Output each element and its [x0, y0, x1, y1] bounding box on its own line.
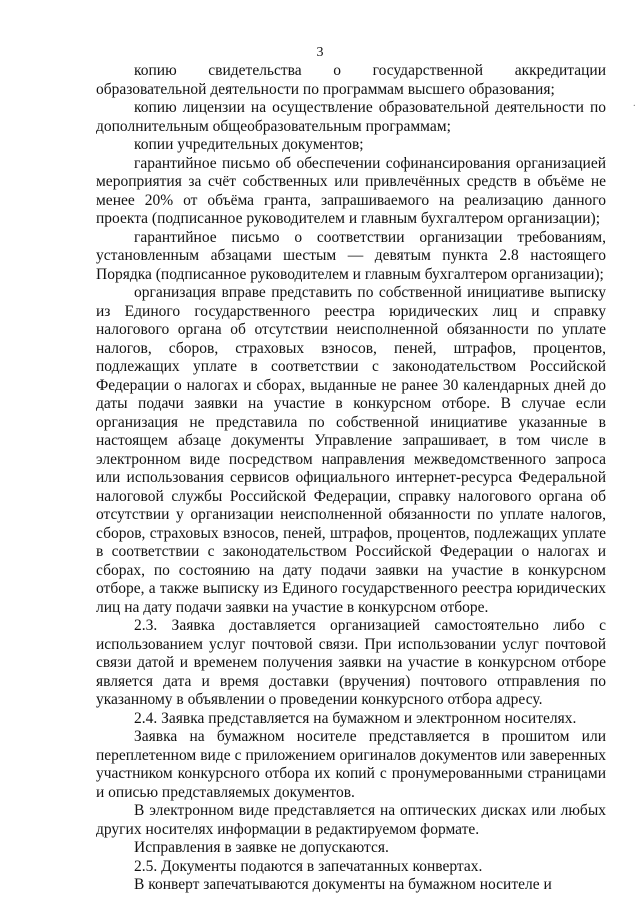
- paragraph-no-corrections: Исправления в заявке не допускаются.: [134, 839, 389, 856]
- paragraph-section-2-4: 2.4. Заявка представляется на бумажном и электронном носителях.: [134, 709, 577, 727]
- paragraph-compliance-letter: гарантийное письмо о соответствии организации требованиям, установленным абзацами шестым — девятым пункта 2.8 настоящего Порядка (подписанное руководителем и главным бухгалтером организации);: [96, 228, 606, 283]
- paragraph-cofinancing-letter: гарантийное письмо об обеспечении софинансирования организацией мероприятия за счёт собственных или привлечённых средств в объёме не менее 20% от объёма гранта, запрашиваемого на реализацию данного проекта (подписанное руководителем и главным бухгалтером организации);: [96, 154, 606, 227]
- page-number: 3: [316, 45, 324, 60]
- document-body: [96, 62, 606, 895]
- paragraph-envelope-contents: В конверт запечатываются документы на бумажном носителе и: [134, 876, 552, 893]
- paragraph-section-2-5: 2.5. Документы подаются в запечатанных конвертах.: [134, 857, 483, 875]
- paragraph-paper-application: Заявка на бумажном носителе представляется в прошитом или переплетенном виде с приложением оригиналов документов или заверенных участником конкурсного отбора их копий с пронумерованными страницами и описью представляемых документов.: [96, 728, 606, 801]
- paragraph-electronic-application: В электронном виде представляется на оптических дисках или любых других носителях информации в редактируемом формате.: [96, 802, 606, 838]
- paragraph-founding-documents: копии учредительных документов;: [134, 136, 364, 153]
- paragraph-license-copy: копию лицензии на осуществление образовательной деятельности по дополнительным общеобразовательным программам;: [96, 99, 606, 135]
- paragraph-accreditation-copy: копию свидетельства о государственной аккредитации образовательной деятельности по программам высшего образования;: [96, 62, 606, 98]
- paragraph-tax-certificate: организация вправе представить по собственной инициативе выписку из Единого государственного реестра юридических лиц и справку налогового органа об отсутствии неисполненной обязанности по уплате налогов, сборов, страховых взносов, пеней, штрафов, процентов, подлежащих уплате в соответствии с законодательством Российской Федерации о налогах и сборах, выданные не ранее 30 календарных дней до даты подачи заявки на участие в конкурсном отборе. В случае если организация не представила по собственной инициативе указанные в настоящем абзаце документы Управление запрашивает, в том числе в электронном виде посредством направления межведомственного запроса или использования сервисов официального интернет-ресурса Федеральной налоговой службы Российской Федерации, справку налогового органа об отсутствии у организации неисполненной обязанности по уплате налогов, сборов, страховых взносов, пеней, штрафов, процентов, подлежащих уплате в соответствии с законодательством Российской Федерации о налогах и сборах, по состоянию на дату подачи заявки на участие в конкурсном отборе, а также выписку из Единого государственного реестра юридических лиц на дату подачи заявки на участие в конкурсном отборе.: [96, 284, 606, 616]
- paragraph-section-2-3: 2.3. Заявка доставляется организацией самостоятельно либо с использованием услуг почтовой связи. При использовании услуг почтовой связи датой и временем получения заявки на участие в конкурсном отборе является дата и время доставки (вручения) почтового отправления по указанному в объявлении о проведении конкурсного отбора адресу.: [96, 617, 606, 708]
- margin-mark: ·: [632, 101, 636, 112]
